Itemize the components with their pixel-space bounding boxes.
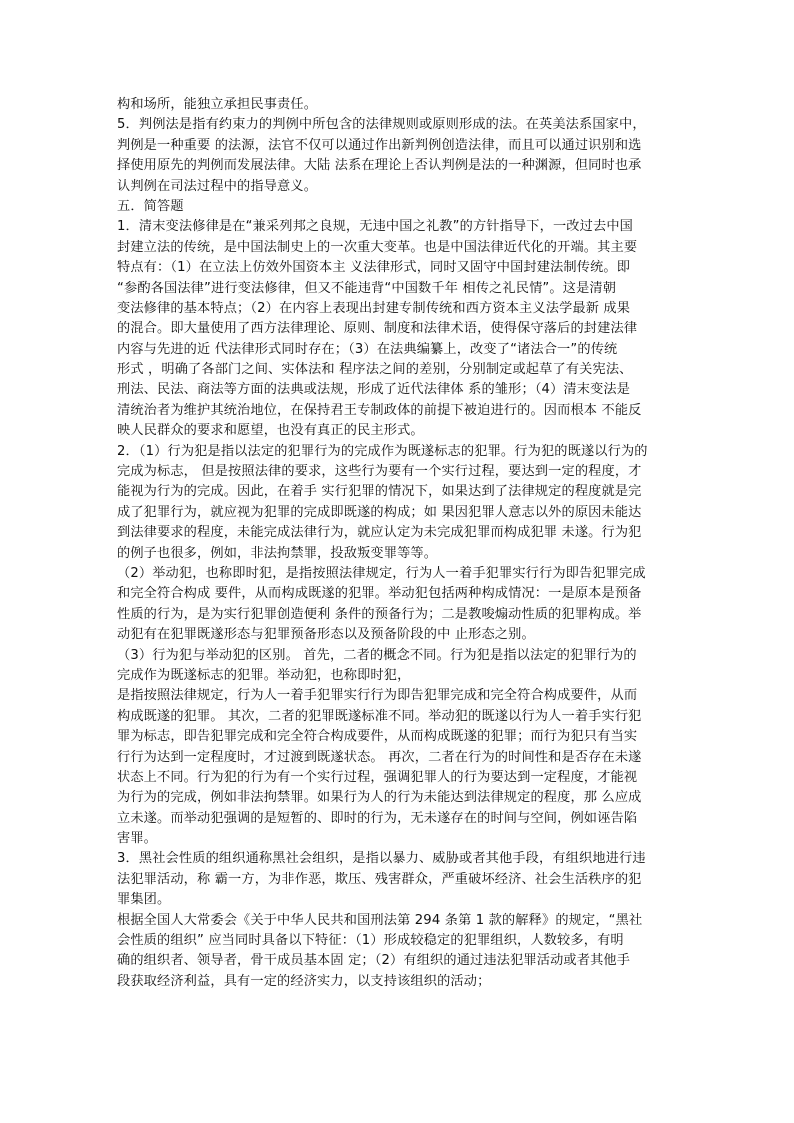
document-body: [117, 95, 677, 992]
text-line: 刑法、民法、商法等方面的法典或法规，形成了近代法律体 系的雏形；（4）清末变法是: [117, 382, 631, 398]
text-line: 的混合。即大量使用了西方法律理论、原则、制度和法律术语，使得保守落后的封建法律: [117, 321, 638, 337]
text-line: 根据全国人大常委会《关于中华人民共和国刑法第 294 条第 1 款的解释》的规定，“黑社: [117, 912, 643, 928]
text-line: 判例是一种重要 的法源，法官不仅可以通过作出新判例创造法律，而且可以通过识别和选: [117, 137, 642, 153]
text-line: 害罪。: [117, 831, 158, 847]
text-line: 罪为标志，即告犯罪完成和完全符合构成要件，从而构成既遂的犯罪；而行为犯只有当实: [117, 729, 638, 745]
text-line: 确的组织者、领导者，骨干成员基本固 定；（2）有组织的通过违法犯罪活动或者其他手: [117, 953, 631, 969]
text-line: 立未遂。而举动犯强调的是短暂的、即时的行为，无未遂存在的时间与空间，例如诬告陷: [117, 810, 638, 826]
text-line: 状态上不同。行为犯的行为有一个实行过程，强调犯罪人的行为要达到一定程度，才能视: [117, 769, 638, 785]
text-line: 和完全符合构成 要件，从而构成既遂的犯罪。举动犯包括两种构成情况：一是原本是预备: [117, 586, 642, 602]
text-line: 行行为达到一定程度时，才过渡到既遂状态。 再次，二者在行为的时间性和是否存在未遂: [117, 749, 642, 765]
text-line: “参酌各国法律”进行变法修律，但又不能违背“中国数千年 相传之礼民情”。这是清朝: [117, 280, 617, 296]
text-line: 3．黑社会性质的组织通称黑社会组织，是指以暴力、威胁或者其他手段，有组织地进行违: [117, 851, 646, 867]
text-line: 2．（1）行为犯是指以法定的犯罪行为的完成作为既遂标志的犯罪。行为犯的既遂以行为的: [117, 443, 648, 459]
text-line: 封建立法的传统，是中国法制史上的一次重大变革。也是中国法律近代化的开端。其主要: [117, 239, 638, 255]
text-line: 变法修律的基本特点；（2）在内容上表现出封建专制传统和西方资本主义法学最新 成果: [117, 300, 631, 316]
text-line: 动犯有在犯罪既遂形态与犯罪预备形态以及预备阶段的中 止形态之别。: [117, 627, 535, 643]
text-line: 成了犯罪行为，就应视为犯罪的完成即既遂的构成；如 果因犯罪人意志以外的原因未能达: [117, 504, 642, 520]
text-line: 能视为行为的完成。因此，在着手 实行犯罪的情况下，如果达到了法律规定的程度就是完: [117, 484, 642, 500]
text-line: 择使用原先的判例而发展法律。大陆 法系在理论上否认判例是法的一种渊源，但同时也承: [117, 158, 642, 174]
text-line: 到法律要求的程度，未能完成法律行为，就应认定为未完成犯罪而构成犯罪 未遂。行为犯: [117, 525, 642, 541]
text-line: 法犯罪活动，称 霸一方，为非作恶，欺压、残害群众，严重破坏经济、社会生活秩序的犯: [117, 871, 642, 887]
text-line: 特点有：（1）在立法上仿效外国资本主 义法律形式，同时又固守中国封建法制传统。即: [117, 260, 631, 276]
text-line: 会性质的组织” 应当同时具备以下特征：（1）形成较稳定的犯罪组织，人数较多，有明: [117, 933, 624, 949]
text-line: 构和场所，能独立承担民事责任。: [117, 97, 318, 112]
text-line: 为行为的完成，例如非法拘禁罪。如果行为人的行为未能达到法律规定的程度，那 么应成: [117, 790, 642, 806]
text-line: 五．简答题: [117, 198, 184, 214]
text-line: 1．清末变法修律是在“兼采列邦之良规，无违中国之礼教”的方针指导下，一改过去中国: [117, 219, 633, 235]
text-line: 映人民群众的要求和愿望，也没有真正的民主形式。: [117, 423, 424, 439]
text-line: 完成作为既遂标志的犯罪。举动犯，也称即时犯，: [117, 667, 411, 683]
text-line: 内容与先进的近 代法律形式同时存在；（3）在法典编纂上，改变了“诸法合一”的传统: [117, 341, 618, 357]
text-line: 构成既遂的犯罪。 其次，二者的犯罪既遂标准不同。举动犯的既遂以行为人一着手实行犯: [117, 708, 642, 724]
text-line: 完成为标志， 但是按照法律的要求，这些行为要有一个实行过程，要达到一定的程度，才: [117, 464, 642, 480]
text-line: 是指按照法律规定，行为人一着手犯罪实行行为即告犯罪完成和完全符合构成要件，从而: [117, 688, 638, 704]
text-line: 5．判例法是指有约束力的判例中所包含的法律规则或原则形成的法。在英美法系国家中，: [117, 117, 646, 133]
text-line: 的例子也很多，例如，非法拘禁罪，投敌叛变罪等等。: [117, 545, 438, 561]
text-line: 形式 ，明确了各部门之间、实体法和 程序法之间的差别，分别制定或起草了有关宪法、: [117, 362, 633, 378]
text-line: （3）行为犯与举动犯的区别。 首先，二者的概念不同。行为犯是指以法定的犯罪行为的: [117, 647, 637, 663]
text-line: （2）举动犯，也称即时犯，是指按照法律规定，行为人一着手犯罪实行行为即告犯罪完成: [117, 565, 646, 581]
text-line: 认判例在司法过程中的指导意义。: [117, 178, 318, 194]
text-line: 清统治者为维护其统治地位，在保持君王专制政体的前提下被迫进行的。因而根本 不能反: [117, 402, 642, 418]
text-line: 性质的行为，是为实行犯罪创造便利 条件的预备行为；二是教唆煽动性质的犯罪构成。举: [117, 606, 642, 622]
text-line: 段获取经济利益，具有一定的经济实力，以支持该组织的活动；: [117, 973, 491, 989]
text-line: 罪集团。: [117, 892, 171, 908]
